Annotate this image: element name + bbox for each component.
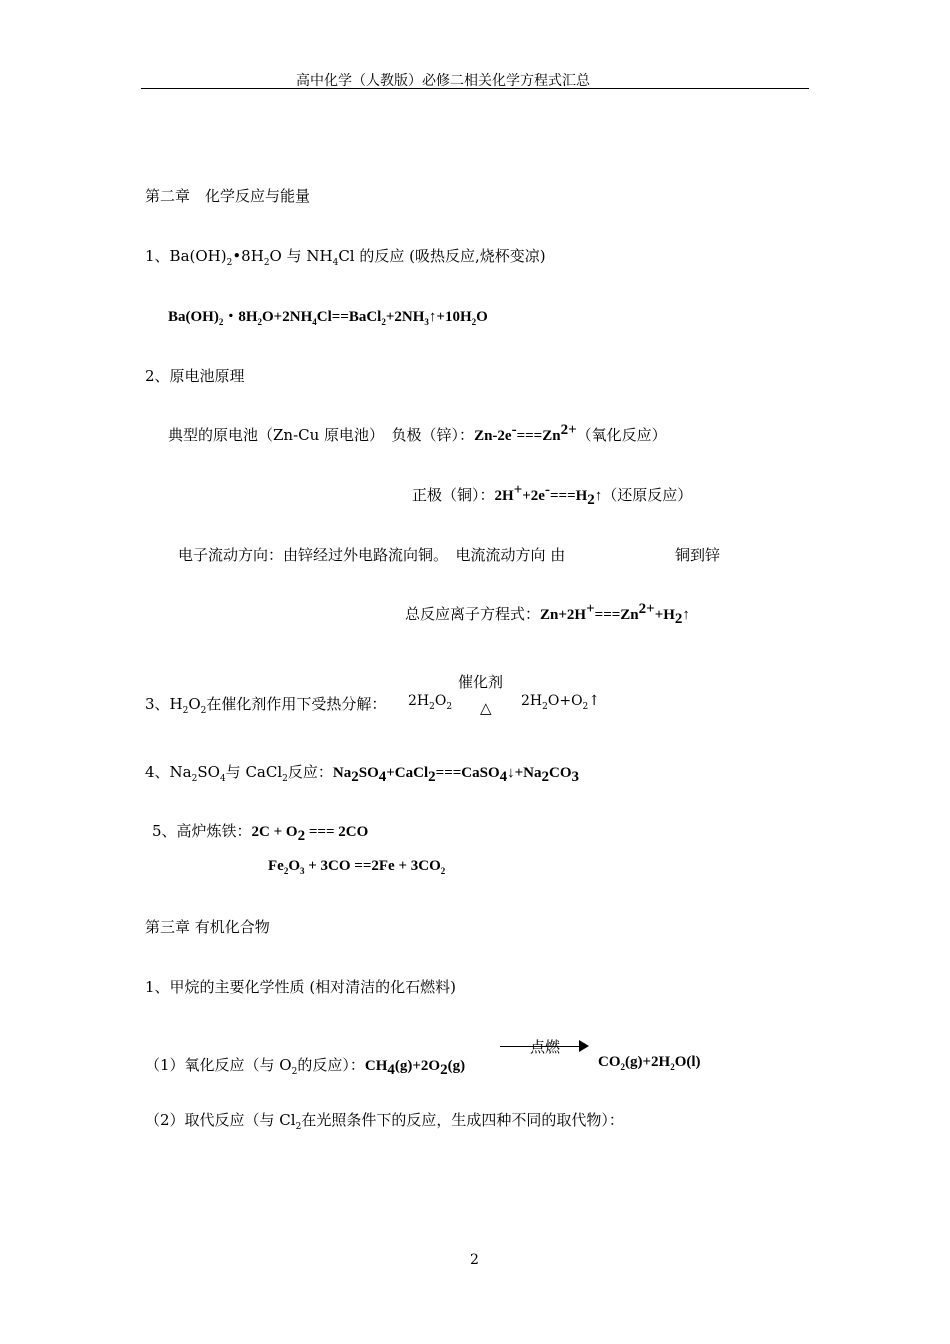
- chapter3-title: 第三章 有机化合物: [145, 918, 270, 936]
- item5-line1: 5、高炉炼铁：$2C + O_2$ === 2CO: [152, 822, 369, 844]
- item2-cathode-line: 正极（铜）：$2H^++2e^-===H_2↑$（还原反应）: [412, 482, 693, 508]
- item1-description: 1、$Ba(OH)_2•8H_2O$ 与 $NH_4Cl$ 的反应 (吸热反应,烧杯变凉): [145, 247, 546, 268]
- oxidation-arrow-head: [579, 1040, 589, 1052]
- item1-equation: $Ba(OH)_2$・$8H_2O+2NH_4Cl==BaCl_2+2NH_3↑+10H_2O$: [168, 309, 488, 327]
- item2-flow-line-end: 铜到锌: [675, 546, 721, 564]
- chapter3-item1-title: 1、甲烷的主要化学性质 (相对清洁的化石燃料): [145, 978, 457, 996]
- item5-line2: $Fe_2O_3 + 3CO ==2Fe + 3CO_2$: [268, 858, 446, 876]
- chapter2-title: 第二章 化学反应与能量: [145, 187, 311, 205]
- item3-description: 3、$H_2O_2$在催化剂作用下受热分解：: [145, 695, 387, 716]
- header-rule: [141, 88, 809, 89]
- item2-title: 2、原电池原理: [145, 367, 245, 385]
- item2-anode-line: 典型的原电池（Zn-Cu 原电池） 负极（锌）：$Zn-2e^-===Zn^{2+}$（氧化反应）: [168, 422, 667, 444]
- item2-total-line: 总反应离子方程式：$Zn+2H^+===Zn^{2+}+H_2↑$: [405, 601, 690, 627]
- oxidation-condition-label: 点燃: [530, 1038, 561, 1056]
- page-number: 2: [470, 1252, 479, 1268]
- item3-product: $2H_2O+O_2↑$: [521, 693, 601, 712]
- item2-flow-line: 电子流动方向：由锌经过外电路流向铜。 电流流动方向 由: [178, 546, 566, 564]
- oxidation-product: $CO_2(g)+2H_2O(l)$: [598, 1054, 701, 1072]
- page-header-title: 高中化学（人教版）必修二相关化学方程式汇总: [296, 73, 590, 89]
- oxidation-arrow-line: [500, 1046, 580, 1047]
- substitution-line: （2）取代反应（与 $Cl_2$在光照条件下的反应，生成四种不同的取代物）：: [145, 1111, 624, 1132]
- item3-reactant: $2H_2O_2$: [408, 693, 453, 712]
- oxidation-line: （1）氧化反应（与 $O_2$的反应）：$CH_4(g)+2O_2(g)$: [145, 1056, 466, 1078]
- item3-heat-symbol: △: [480, 699, 492, 717]
- item4-line: 4、$Na_2SO_4$与 CaCl$_2$反应：$Na_2SO_4+CaCl_2===CaSO_4↓+Na_2CO_3$: [145, 763, 580, 785]
- item3-catalyst-label: 催化剂: [458, 673, 504, 691]
